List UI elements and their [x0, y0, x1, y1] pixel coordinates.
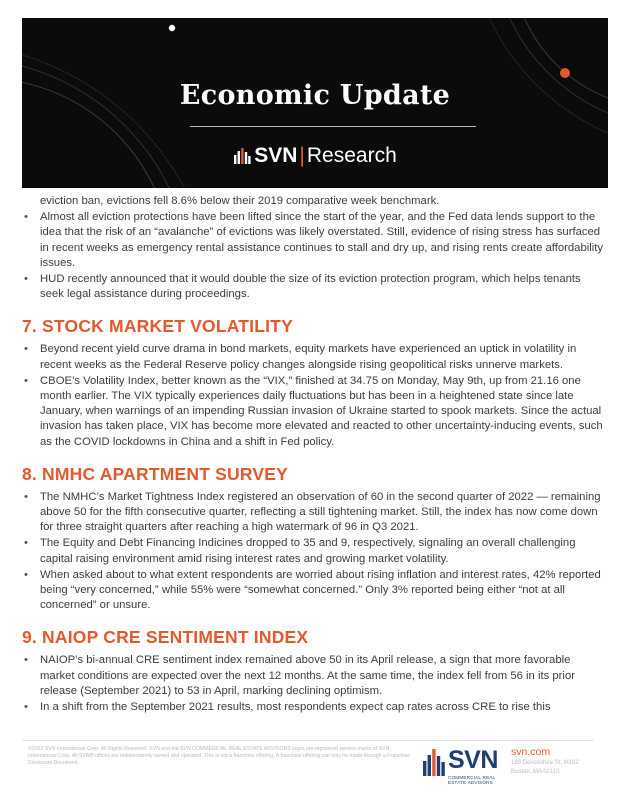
svn-footer-logo [422, 744, 514, 784]
document-body [22, 194, 606, 716]
website-link[interactable]: svn.com [511, 746, 551, 758]
bullet-item: • Almost all eviction protections have been lifted since the start of the year, and the Fed data lends support to the idea that the risk of an “avalanche” of evictions was likely overstated. Still, evidence of rising stress has surfaced in recent weeks as emergency rental assistance continues to stall and dry up, and rising rents create affordability issues. [22, 210, 606, 271]
section-heading-stock-market-volatility: 7. STOCK MARKET VOLATILITY [22, 316, 293, 337]
title-divider [190, 126, 476, 127]
bullet-item: eviction ban, evictions fell 8.6% below their 2019 comparative week benchmark. [40, 195, 440, 207]
bullet-item: • The Equity and Debt Financing Indicines dropped to 35 and 9, respectively, signaling an overall challenging capital raising environment amid rising interest rates and growing market volatility. [22, 536, 606, 566]
svn-bars-icon [422, 747, 446, 777]
logo-brand: SVN [254, 144, 298, 167]
section-heading-nmhc-apartment-survey: 8. NMHC APARTMENT SURVEY [22, 463, 289, 484]
footer-divider [22, 740, 594, 741]
intro-bullet-list [22, 194, 606, 302]
bullet-item: • The NMHC’s Market Tightness Index registered an observation of 60 in the second quarter of 2022 — remaining above 50 for the fifth consecutive quarter, reflecting a still tightening market. Still, the index has now come down for three straight quarters after reaching a high watermark of 96 in Q3 2021. [22, 490, 606, 536]
svn-bars-icon [233, 147, 251, 165]
section-bullet-list [22, 653, 606, 715]
bullet-item: • Beyond recent yield curve drama in bond markets, equity markets have experienced an uptick in volatility in recent weeks as the Federal Reserve policy changes alongside rising geopolitical risks unnerve markets. [22, 342, 606, 372]
section-bullet-list [22, 342, 606, 449]
bullet-item: • HUD recently announced that it would double the size of its eviction protection program, which helps tenants seek legal assistance during proceedings. [22, 272, 606, 302]
bullet-item: • CBOE’s Volatility Index, better known as the “VIX,” finished at 34.75 on Monday, May 9th, up from 21.16 one month earlier. The VIX typically experiences daily fluctuations but has been in a heightened state since late January, when warnings of an impending Russian invasion of Ukraine started to spook markets. Since the actual invasion has taken place, VIX has become more elevated and reacted to other uncertainty-inducing events, such as the COVID lockdowns in China and a shift in Fed policy. [22, 374, 606, 450]
legal-disclaimer: ©2022 SVN International Corp. All Rights Reserved. SVN and the SVN COMMERCIAL REAL ESTATE ADVISORS logos are registered service marks of SVN International Corp. All SVN® offices are independently owned and operated. This is not a franchise offering. A franchise offering can only be made through a Franchise Disclosure Document. [28, 746, 411, 766]
address-line: 185 Devonshire St, M102 [511, 760, 579, 766]
bullet-item: • NAIOP’s bi-annual CRE sentiment index remained above 50 in its April release, a sign that more favorable market conditions are expected over the next 12 months. At the same time, the index fell from 56 in its prior release (September 2021) to 53 in April, marking declining optimism. [22, 653, 606, 699]
address-line: Boston, MA 02110 [511, 768, 560, 775]
header-banner [22, 18, 608, 188]
orange-dot-icon [560, 68, 570, 78]
logo-divider: | [299, 144, 305, 167]
section-bullet-list [22, 490, 606, 614]
page-footer [22, 744, 608, 794]
logo-sub: Research [306, 144, 397, 167]
section-heading-naiop-cre-sentiment-index: 9. NAIOP CRE SENTIMENT INDEX [22, 627, 309, 648]
footer-logo-brand: SVN [448, 746, 498, 774]
white-dot-icon [169, 25, 175, 31]
page-title: Economic Update [179, 80, 451, 111]
bullet-item: • When asked about to what extent respondents are worried about rising inflation and interest rates, 42% reported being “very concerned,” while 55% were “somewhat concerned.” Only 3% reported being either “not at all concerned” or unsure. [22, 568, 606, 614]
svn-research-logo [22, 144, 608, 168]
footer-contact [511, 746, 601, 776]
footer-logo-sub: COMMERCIAL REAL ESTATE ADVISORS [448, 775, 496, 785]
bullet-item: • In a shift from the September 2021 results, most respondents expect cap rates across CRE to rise this [22, 700, 606, 715]
